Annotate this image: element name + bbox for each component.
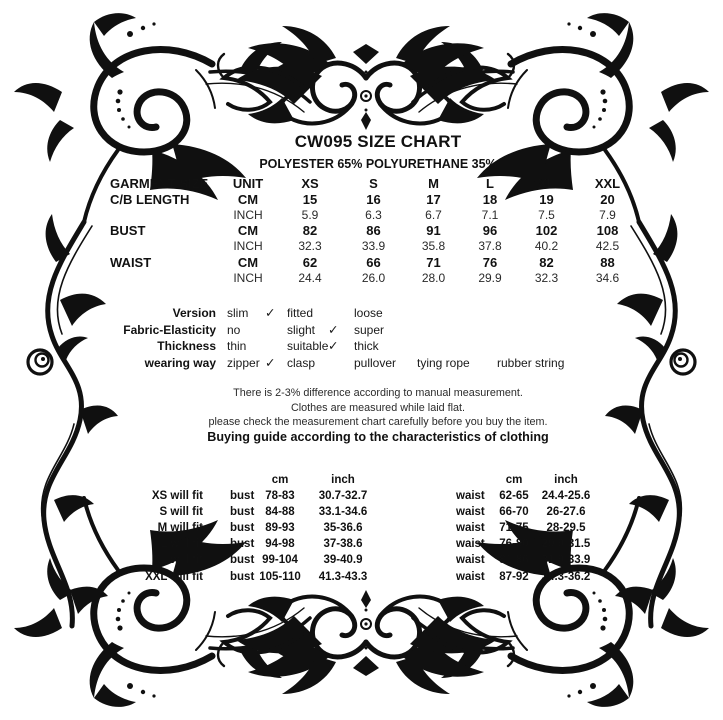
guide-size-label: L will fit xyxy=(160,538,203,551)
table-row-waist-cm xyxy=(108,255,648,271)
attribute-option: zipper xyxy=(227,355,260,370)
row-label: WAIST xyxy=(110,254,152,270)
size-cell: 82 xyxy=(302,223,318,239)
guide-value: 39-40.9 xyxy=(323,554,363,567)
guide-measure-label: waist xyxy=(456,538,485,551)
guide-value: 94-98 xyxy=(265,538,295,551)
guide-header-inch: inch xyxy=(554,474,578,486)
size-cell: 91 xyxy=(426,223,441,239)
guide-measure-label: waist xyxy=(456,506,485,519)
guide-value: 34.3-36.2 xyxy=(541,570,591,583)
size-cell: 20 xyxy=(600,191,615,207)
size-cell: 35.8 xyxy=(421,239,446,254)
attribute-row-thickness xyxy=(0,338,723,355)
row-label: C/B LENGTH xyxy=(110,191,190,207)
size-cell: 7.9 xyxy=(599,207,616,222)
header-garment-size: GARMENT SIZE xyxy=(110,176,209,191)
guide-header-row xyxy=(0,472,723,488)
guide-size-label: XXL will fit xyxy=(145,570,203,583)
guide-value: 30.7-32.7 xyxy=(318,490,368,503)
size-cell: 32.3 xyxy=(534,270,559,285)
size-cell: 28.0 xyxy=(421,270,446,285)
attribute-option: slight xyxy=(287,322,316,337)
guide-size-label: S will fit xyxy=(159,506,203,519)
guide-value: 26-27.6 xyxy=(546,506,586,519)
size-cell: 102 xyxy=(535,223,558,239)
guide-value: 76-80 xyxy=(499,538,529,551)
size-cell: 24.4 xyxy=(298,270,322,285)
guide-measure-label: waist xyxy=(456,570,485,583)
attribute-row-version xyxy=(0,305,723,322)
header-xl: XL xyxy=(538,176,555,191)
guide-row-xxl xyxy=(0,569,723,585)
attribute-option: super xyxy=(354,322,385,337)
size-cell: 66 xyxy=(366,254,381,270)
unit-cell: CM xyxy=(237,223,259,239)
guide-value: 99-104 xyxy=(262,554,298,567)
size-table xyxy=(108,176,648,287)
attribute-label: Thickness xyxy=(157,339,216,354)
size-cell: 88 xyxy=(600,254,615,270)
guide-measure-label: bust xyxy=(230,490,255,503)
guide-measure-label: bust xyxy=(230,554,255,567)
guide-value: 105-110 xyxy=(259,570,301,583)
size-cell: 18 xyxy=(482,191,498,207)
size-cell: 5.9 xyxy=(301,207,319,222)
size-cell: 96 xyxy=(482,223,498,239)
unit-cell: INCH xyxy=(233,270,263,285)
guide-value: 84-88 xyxy=(265,506,295,519)
attribute-option: loose xyxy=(354,306,383,320)
guide-size-label: M will fit xyxy=(157,522,203,535)
check-mark-icon: ✓ xyxy=(265,306,276,320)
attribute-option: clasp xyxy=(287,355,316,370)
note-line: please check the measurement chart carefully before you buy the item. xyxy=(208,416,548,429)
size-cell: 42.5 xyxy=(595,239,620,254)
guide-size-label: XS will fit xyxy=(151,490,203,503)
guide-row-xl xyxy=(0,552,723,568)
guide-measure-label: bust xyxy=(230,522,255,535)
row-label: BUST xyxy=(110,223,146,239)
note-line: Clothes are measured while laid flat. xyxy=(290,401,466,414)
guide-value: 71-75 xyxy=(499,522,529,535)
size-cell: 34.6 xyxy=(595,270,620,285)
size-cell: 6.7 xyxy=(425,207,442,222)
table-row-bust-cm xyxy=(108,223,648,239)
guide-value: 28-29.5 xyxy=(546,522,586,535)
guide-value: 78-83 xyxy=(265,490,295,503)
attribute-option: thick xyxy=(354,339,379,354)
attribute-option: thin xyxy=(227,339,247,354)
size-cell: 16 xyxy=(366,191,381,207)
guide-value: 87-92 xyxy=(499,570,529,583)
page-title: CW095 SIZE CHART xyxy=(294,132,462,151)
size-cell: 86 xyxy=(366,223,381,239)
size-cell: 29.9 xyxy=(478,270,502,285)
size-cell: 62 xyxy=(302,254,318,270)
guide-measure-label: waist xyxy=(456,522,485,535)
guide-row-xs xyxy=(0,488,723,504)
attribute-option: tying rope xyxy=(417,355,470,370)
note-line: There is 2-3% difference according to manual measurement. xyxy=(233,387,523,399)
measurement-notes xyxy=(33,386,723,430)
guide-value: 89-93 xyxy=(265,522,295,535)
buying-guide-title: Buying guide according to the characteristics of clothing xyxy=(207,430,549,444)
unit-cell: CM xyxy=(237,254,259,270)
attribute-option: pullover xyxy=(354,355,397,370)
fabric-composition: POLYESTER 65% POLYURETHANE 35% xyxy=(259,157,497,171)
header-unit: UNIT xyxy=(232,176,264,191)
guide-row-s xyxy=(0,504,723,520)
size-table-header-row xyxy=(108,176,648,192)
check-mark-icon: ✓ xyxy=(328,339,339,354)
guide-value: 29.9-31.5 xyxy=(541,538,591,551)
table-row-cb-length-cm xyxy=(108,192,648,208)
size-cell: 15 xyxy=(302,191,318,207)
attribute-option: rubber string xyxy=(497,355,565,370)
size-cell: 32.3 xyxy=(298,239,322,254)
guide-measure-label: bust xyxy=(230,570,255,583)
guide-value: 66-70 xyxy=(499,506,529,519)
guide-value: 41.3-43.3 xyxy=(318,570,368,583)
size-cell: 37.8 xyxy=(478,239,502,254)
header-xs: XS xyxy=(301,176,319,191)
size-cell: 7.1 xyxy=(481,207,499,222)
guide-value: 81-86 xyxy=(499,554,529,567)
guide-measure-label: waist xyxy=(456,554,485,567)
size-cell: 40.2 xyxy=(534,239,559,254)
size-cell: 6.3 xyxy=(365,207,382,222)
attribute-option: slim xyxy=(227,306,249,320)
attribute-row-wearing-way xyxy=(0,355,723,372)
guide-row-l xyxy=(0,536,723,552)
check-mark-icon: ✓ xyxy=(328,322,339,337)
attribute-row-fabric-elasticity xyxy=(0,322,723,339)
table-row-waist-inch xyxy=(108,271,648,287)
size-cell: 26.0 xyxy=(361,270,386,285)
header-l: L xyxy=(486,176,494,191)
size-cell: 108 xyxy=(596,223,619,239)
unit-cell: INCH xyxy=(233,207,263,222)
guide-header-cm: cm xyxy=(271,474,289,486)
size-cell: 82 xyxy=(539,254,554,270)
size-cell: 76 xyxy=(482,254,498,270)
guide-measure-label: waist xyxy=(456,490,485,503)
size-cell: 17 xyxy=(426,191,441,207)
guide-measure-label: bust xyxy=(230,538,255,551)
table-row-cb-length-inch xyxy=(108,208,648,224)
guide-value: 24.4-25.6 xyxy=(541,490,591,503)
header-xxl: XXL xyxy=(594,176,621,191)
attribute-option: suitable xyxy=(287,339,329,354)
attribute-label: Version xyxy=(172,306,216,320)
guide-value: 62-65 xyxy=(499,490,529,503)
guide-value: 31.9-33.9 xyxy=(541,554,591,567)
guide-header-cm: cm xyxy=(505,474,523,486)
attributes-section xyxy=(0,305,723,371)
guide-value: 35-36.6 xyxy=(323,522,363,535)
guide-header-inch: inch xyxy=(331,474,355,486)
guide-value: 33.1-34.6 xyxy=(318,506,368,519)
attribute-label: wearing way xyxy=(144,355,216,370)
guide-measure-label: bust xyxy=(230,506,255,519)
size-cell: 71 xyxy=(426,254,441,270)
table-row-bust-inch xyxy=(108,239,648,255)
unit-cell: CM xyxy=(237,191,259,207)
header-s: S xyxy=(369,176,378,191)
guide-row-m xyxy=(0,520,723,536)
unit-cell: INCH xyxy=(233,239,263,254)
buying-guide-table xyxy=(0,472,723,585)
size-cell: 33.9 xyxy=(361,239,386,254)
guide-size-label: XL will fit xyxy=(152,554,203,567)
size-cell: 19 xyxy=(539,191,554,207)
attribute-option: no xyxy=(227,322,241,337)
header-m: M xyxy=(428,176,439,191)
attribute-label: Fabric-Elasticity xyxy=(123,322,216,337)
size-cell: 7.5 xyxy=(538,207,555,222)
attribute-option: fitted xyxy=(287,306,314,320)
check-mark-icon: ✓ xyxy=(265,355,276,370)
guide-value: 37-38.6 xyxy=(323,538,363,551)
